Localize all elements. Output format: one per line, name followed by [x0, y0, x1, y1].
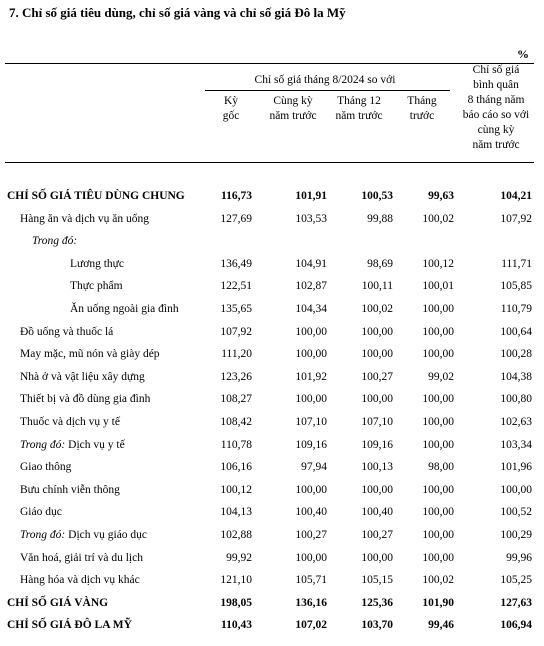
value-prev-month: 100,00: [422, 302, 454, 315]
value-base-period: 121,10: [220, 574, 252, 587]
row-label: Thuốc và dịch vụ y tế: [20, 415, 120, 428]
table-row: [0, 253, 544, 276]
column-header-base-period: Kỳ gốc: [222, 95, 240, 122]
table-row: [0, 275, 544, 298]
row-label-prefix: Trong đó:: [20, 528, 66, 541]
value-same-period: 100,00: [295, 325, 327, 338]
value-base-period: 198,05: [220, 596, 252, 609]
value-dec-last-year: 100,00: [361, 483, 393, 496]
table-row: [0, 524, 544, 547]
value-same-period: 103,53: [295, 212, 327, 225]
value-prev-month: 100,00: [422, 528, 454, 541]
row-label: CHỈ SỐ GIÁ ĐÔ LA MỸ: [7, 619, 132, 632]
value-base-period: 136,49: [220, 257, 252, 270]
table-row: [0, 321, 544, 344]
group-header-rule: [205, 90, 450, 91]
value-base-period: 104,13: [220, 506, 252, 519]
value-dec-last-year: 100,00: [361, 325, 393, 338]
value-base-period: 110,43: [221, 619, 252, 632]
row-label: Lương thực: [70, 257, 124, 270]
table-row: [0, 569, 544, 592]
value-8-month-avg: 100,00: [500, 483, 532, 496]
value-8-month-avg: 104,38: [500, 370, 532, 383]
value-8-month-avg: 107,92: [500, 212, 532, 225]
unit-label: %: [517, 47, 529, 61]
value-prev-month: 100,01: [422, 280, 454, 293]
value-prev-month: 100,02: [422, 212, 454, 225]
value-same-period: 104,91: [295, 257, 327, 270]
row-label: [20, 434, 125, 457]
value-same-period: 100,27: [295, 528, 327, 541]
row-label: May mặc, mũ nón và giày dép: [20, 348, 160, 361]
value-dec-last-year: 100,40: [361, 506, 393, 519]
group-header: Chỉ số giá tháng 8/2024 so với: [254, 74, 396, 86]
table-row: [0, 411, 544, 434]
table-body: [0, 185, 544, 637]
value-base-period: 135,65: [220, 302, 252, 315]
value-base-period: 127,69: [220, 212, 252, 225]
table-row: [0, 434, 544, 457]
value-dec-last-year: 98,69: [367, 257, 393, 270]
column-header-8-month-average: Chỉ số giá bình quân 8 tháng năm báo cáo so với cùng kỳ năm trước: [462, 64, 530, 151]
table-row: [0, 456, 544, 479]
value-same-period: 101,92: [295, 370, 327, 383]
value-base-period: 108,27: [220, 393, 252, 406]
value-prev-month: 100,00: [422, 551, 454, 564]
table-row: [0, 501, 544, 524]
value-8-month-avg: 105,25: [500, 574, 532, 587]
row-label: Văn hoá, giải trí và du lịch: [20, 551, 143, 564]
value-8-month-avg: 104,21: [500, 190, 532, 202]
value-8-month-avg: 111,71: [501, 257, 532, 270]
table-row: [0, 185, 544, 208]
column-header-same-period-last-year: Cùng kỳ năm trước: [269, 95, 317, 122]
value-same-period: 100,00: [295, 348, 327, 361]
column-header-december-last-year: Tháng 12 năm trước: [335, 95, 383, 122]
value-same-period: 100,00: [295, 393, 327, 406]
table-title: 7. Chỉ số giá tiêu dùng, chỉ số giá vàng và chỉ số giá Đô la Mỹ: [9, 5, 346, 20]
table-row: [0, 592, 544, 615]
value-8-month-avg: 100,52: [500, 506, 532, 519]
value-base-period: 123,26: [220, 370, 252, 383]
value-8-month-avg: 106,94: [500, 619, 532, 632]
value-base-period: 107,92: [220, 325, 252, 338]
value-same-period: 107,02: [295, 619, 327, 632]
table-row: [0, 547, 544, 570]
value-8-month-avg: 100,64: [500, 325, 532, 338]
column-header-previous-month: Tháng trước: [407, 95, 437, 122]
row-label-prefix: Trong đó:: [20, 438, 66, 451]
value-prev-month: 100,00: [422, 393, 454, 406]
value-prev-month: 100,00: [422, 483, 454, 496]
value-8-month-avg: 99,96: [506, 551, 532, 564]
row-label: Đồ uống và thuốc lá: [20, 325, 114, 338]
value-same-period: 100,40: [295, 506, 327, 519]
value-8-month-avg: 105,85: [500, 280, 532, 293]
table-row: [0, 366, 544, 389]
value-base-period: 116,73: [221, 190, 252, 202]
value-same-period: 104,34: [295, 302, 327, 315]
value-8-month-avg: 103,34: [500, 438, 532, 451]
value-prev-month: 100,02: [422, 574, 454, 587]
value-dec-last-year: 100,00: [361, 348, 393, 361]
value-prev-month: 99,63: [428, 190, 454, 202]
value-dec-last-year: 125,36: [361, 596, 393, 609]
row-label-text: Dịch vụ giáo dục: [65, 528, 148, 541]
row-label: Hàng hóa và dịch vụ khác: [20, 574, 140, 587]
value-dec-last-year: 107,10: [361, 415, 393, 428]
value-base-period: 100,12: [220, 483, 252, 496]
value-prev-month: 100,00: [422, 415, 454, 428]
value-same-period: 100,00: [295, 483, 327, 496]
row-label-text: Dịch vụ y tế: [65, 438, 125, 451]
value-base-period: 110,78: [220, 438, 252, 451]
value-8-month-avg: 101,96: [500, 461, 532, 474]
value-same-period: 136,16: [295, 596, 327, 609]
value-base-period: 108,42: [220, 415, 252, 428]
row-label: Giáo dục: [20, 506, 62, 519]
value-same-period: 109,16: [295, 438, 327, 451]
value-prev-month: 99,46: [428, 619, 454, 632]
value-8-month-avg: 102,63: [500, 415, 532, 428]
value-8-month-avg: 127,63: [500, 596, 532, 609]
value-same-period: 101,91: [295, 190, 327, 202]
value-dec-last-year: 105,15: [361, 574, 393, 587]
value-prev-month: 98,00: [428, 461, 454, 474]
value-base-period: 99,92: [226, 551, 252, 564]
table-row: [0, 230, 544, 253]
table-row: [0, 343, 544, 366]
value-base-period: 102,88: [220, 528, 252, 541]
value-same-period: 100,00: [295, 551, 327, 564]
value-prev-month: 100,00: [422, 325, 454, 338]
row-label: Thực phẩm: [70, 280, 123, 293]
value-dec-last-year: 100,11: [361, 280, 393, 293]
table-row: [0, 388, 544, 411]
value-dec-last-year: 103,70: [361, 619, 393, 632]
row-label: Trong đó:: [32, 235, 78, 248]
value-same-period: 107,10: [295, 415, 327, 428]
header-bottom-rule: [5, 162, 534, 163]
value-dec-last-year: 100,27: [361, 370, 393, 383]
row-label: CHỈ SỐ GIÁ TIÊU DÙNG CHUNG: [7, 190, 185, 202]
table-row: [0, 479, 544, 502]
row-label: [20, 524, 147, 547]
value-dec-last-year: 100,00: [361, 551, 393, 564]
value-8-month-avg: 100,29: [500, 528, 532, 541]
row-label: Bưu chính viễn thông: [20, 483, 120, 496]
row-label: Ăn uống ngoài gia đình: [70, 302, 179, 315]
value-base-period: 106,16: [220, 461, 252, 474]
value-base-period: 111,20: [221, 348, 252, 361]
value-dec-last-year: 100,53: [361, 190, 393, 202]
table-row: [0, 614, 544, 637]
value-8-month-avg: 100,28: [500, 348, 532, 361]
row-label: Nhà ở và vật liệu xây dựng: [20, 370, 145, 383]
value-prev-month: 101,90: [422, 596, 454, 609]
value-dec-last-year: 100,00: [361, 393, 393, 406]
value-prev-month: 100,00: [422, 438, 454, 451]
row-label: CHỈ SỐ GIÁ VÀNG: [7, 596, 109, 609]
value-dec-last-year: 100,13: [361, 461, 393, 474]
value-same-period: 102,87: [295, 280, 327, 293]
value-dec-last-year: 100,02: [361, 302, 393, 315]
value-prev-month: 100,00: [422, 348, 454, 361]
row-label: Giao thông: [20, 461, 72, 474]
value-base-period: 122,51: [220, 280, 252, 293]
value-prev-month: 100,12: [422, 257, 454, 270]
value-8-month-avg: 110,79: [500, 302, 532, 315]
value-prev-month: 99,02: [428, 370, 454, 383]
table-row: [0, 208, 544, 231]
value-dec-last-year: 109,16: [361, 438, 393, 451]
value-same-period: 105,71: [295, 574, 327, 587]
value-8-month-avg: 100,80: [500, 393, 532, 406]
value-same-period: 97,94: [301, 461, 327, 474]
row-label: Hàng ăn và dịch vụ ăn uống: [20, 212, 150, 225]
value-prev-month: 100,00: [422, 506, 454, 519]
value-dec-last-year: 99,88: [367, 212, 393, 225]
value-dec-last-year: 100,27: [361, 528, 393, 541]
table-row: [0, 298, 544, 321]
row-label: Thiết bị và đồ dùng gia đình: [20, 393, 151, 406]
